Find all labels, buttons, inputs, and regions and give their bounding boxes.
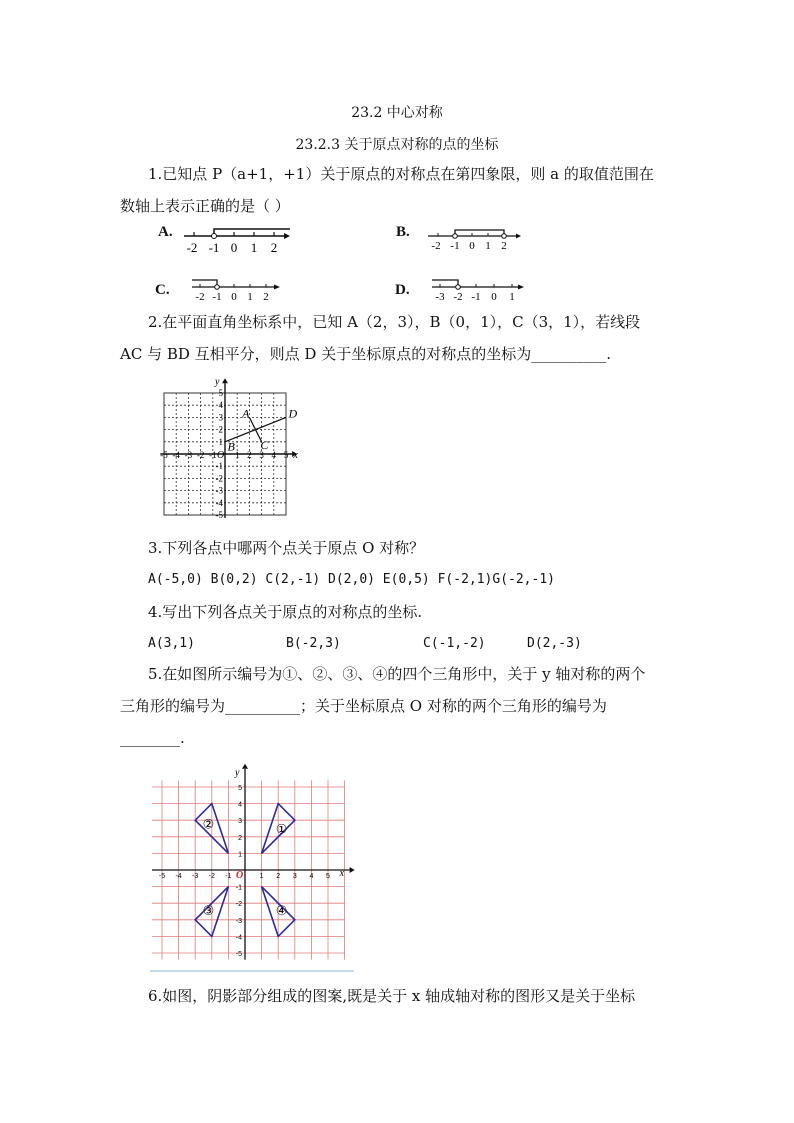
x-tick-label: 1 <box>259 873 264 880</box>
x-arrow <box>350 867 355 873</box>
point-a-label: A <box>242 406 250 421</box>
x-tick-label: -2 <box>208 873 215 880</box>
x-tick-label: -5 <box>160 450 168 460</box>
y-tick-label: 2 <box>238 834 242 842</box>
y-arrow <box>242 764 248 769</box>
y-tick-label: -3 <box>235 917 242 925</box>
x-tick-label: 3 <box>259 450 264 460</box>
q1-option-d-label: D. <box>395 282 410 298</box>
tick: 1 <box>485 240 491 252</box>
q4-line1: 4.写出下列各点关于原点的对称点的坐标. <box>148 603 423 621</box>
tick: 2 <box>501 240 507 252</box>
tick: 0 <box>469 240 475 252</box>
x-tick-label: -1 <box>225 873 232 880</box>
point-b-label: B <box>227 439 235 454</box>
y-tick-label: 4 <box>218 400 223 411</box>
tick: 0 <box>230 240 238 255</box>
tick: 1 <box>250 240 258 255</box>
tick: 0 <box>491 291 497 303</box>
x-tick-label: -5 <box>158 873 166 880</box>
subsection-title: 23.2.3 关于原点对称的点的坐标 <box>295 137 499 153</box>
y-tick-label: 4 <box>238 801 242 809</box>
y-axis-label: y <box>215 376 220 388</box>
q1-line2: 数轴上表示正确的是（ ） <box>120 197 290 215</box>
tick: -2 <box>195 291 205 303</box>
q4-point-b: B(-2,3) <box>286 636 341 651</box>
q1-option-b-label: B. <box>396 224 410 240</box>
x-tick-label: -4 <box>175 873 182 880</box>
triangle-4-label: ④ <box>275 903 288 919</box>
y-tick-label: 1 <box>218 436 223 447</box>
x-tick-label: 3 <box>292 873 297 880</box>
tick: -1 <box>212 291 222 303</box>
x-tick-label: 1 <box>234 450 240 460</box>
q4-point-c: C(-1,-2) <box>423 636 486 651</box>
x-tick-label: -2 <box>196 450 205 460</box>
tick: 0 <box>231 291 237 303</box>
section-title: 23.2 中心对称 <box>351 105 443 121</box>
y-arrow <box>222 378 228 383</box>
y-tick-label: 3 <box>238 818 242 826</box>
q1-line1: 1.已知点 P（a+1，+1）关于原点的对称点在第四象限，则 a 的取值范围在 <box>148 165 654 183</box>
triangle-2-label: ② <box>202 817 215 833</box>
tick: -1 <box>450 240 460 252</box>
tick: -1 <box>208 240 220 255</box>
x-tick-label: -4 <box>172 450 180 460</box>
y-axis-label: y <box>235 767 240 779</box>
y-tick-label: -5 <box>215 510 223 518</box>
tick: -3 <box>435 291 445 303</box>
coordinate-figure-q5 <box>148 760 358 974</box>
tick: 1 <box>509 291 515 303</box>
tick: -2 <box>186 240 198 255</box>
x-tick-label: 2 <box>276 873 281 880</box>
x-tick-label: 4 <box>309 873 314 880</box>
q4-point-d: D(2,-3) <box>527 636 582 651</box>
y-tick-label: -1 <box>235 884 242 892</box>
q2-line1: 2.在平面直角坐标系中，已知 A（2，3），B（0，1），C（3，1），若线段 <box>148 313 641 331</box>
x-tick-label: -1 <box>209 450 217 460</box>
x-axis-label: x <box>293 450 298 461</box>
x-tick-label: 2 <box>247 450 252 460</box>
x-tick-label: 4 <box>271 450 277 460</box>
q5-line3: ________. <box>120 729 185 747</box>
y-tick-label: 2 <box>218 424 223 435</box>
y-tick-label: 1 <box>238 851 242 859</box>
q2-line2: AC 与 BD 互相平分，则点 D 关于坐标原点的对称点的坐标为__________. <box>120 345 611 363</box>
tick: -2 <box>453 291 463 303</box>
tick: -1 <box>471 291 481 303</box>
y-tick-label: 5 <box>218 388 223 398</box>
tick: 1 <box>247 291 253 303</box>
origin-label: O <box>217 450 225 461</box>
triangle-3-label: ③ <box>202 903 215 919</box>
number-line-b <box>424 224 524 254</box>
y-tick-label: -5 <box>235 951 242 958</box>
y-tick-label: -1 <box>215 461 223 472</box>
origin-label: O <box>236 870 244 881</box>
y-tick-label: 5 <box>238 785 242 792</box>
q5-line2: 三角形的编号为__________；关于坐标原点 O 对称的两个三角形的编号为 <box>120 697 607 715</box>
tick: -2 <box>431 240 441 252</box>
q5-line1: 5.在如图所示编号为①、②、③、④的四个三角形中，关于 y 轴对称的两个 <box>148 665 646 683</box>
y-tick-label: 3 <box>218 412 223 423</box>
x-tick-label: 5 <box>283 450 289 460</box>
q1-option-c-label: C. <box>155 282 170 298</box>
q3-line1: 3.下列各点中哪两个点关于原点 O 对称？ <box>148 539 425 557</box>
point-d-label: D <box>288 406 298 421</box>
x-tick-label: -3 <box>192 873 199 880</box>
number-line-d <box>428 274 528 304</box>
x-axis-label: x <box>339 868 345 879</box>
tick: 2 <box>270 240 278 255</box>
point-c-label: C <box>260 438 269 453</box>
q3-line2: A(-5,0) B(0,2) C(2,-1) D(2,0) E(0,5) F(-2,1)G(-2,-1) <box>148 572 555 587</box>
number-line-c <box>188 274 284 304</box>
x-tick-label: 5 <box>326 873 330 880</box>
q6-line1: 6.如图，阴影部分组成的图案,既是关于 x 轴成轴对称的图形又是关于坐标 <box>148 987 636 1005</box>
y-tick-label: -4 <box>215 497 223 508</box>
number-line-a <box>180 224 292 256</box>
y-tick-label: -2 <box>215 473 223 484</box>
coordinate-figure-q2 <box>155 370 305 518</box>
y-tick-label: -2 <box>235 901 242 909</box>
x-tick-label: -3 <box>184 450 193 460</box>
triangle-1-label: ① <box>275 822 288 838</box>
q1-option-a-label: A. <box>158 224 173 240</box>
tick: 2 <box>263 291 269 303</box>
q4-point-a: A(3,1) <box>148 636 195 651</box>
y-tick-label: -3 <box>215 485 223 496</box>
y-tick-label: -4 <box>235 934 242 942</box>
